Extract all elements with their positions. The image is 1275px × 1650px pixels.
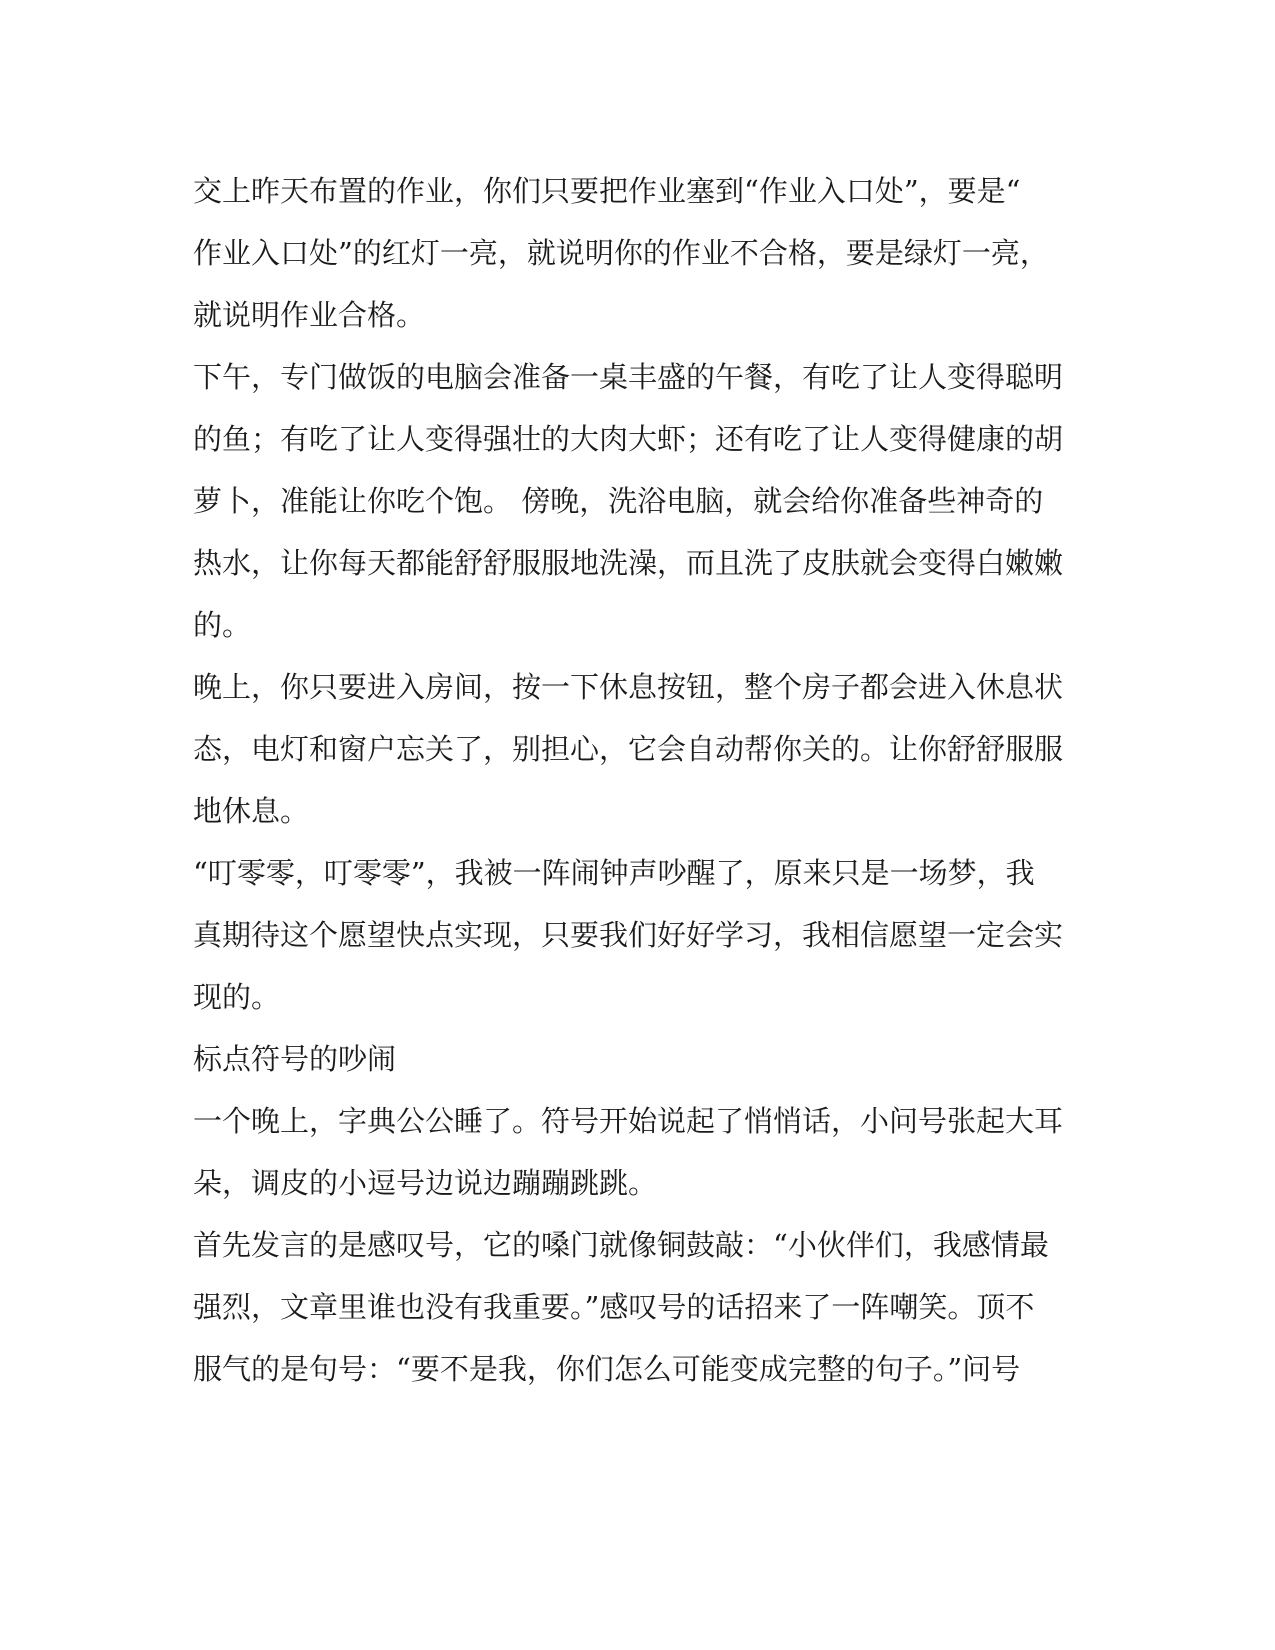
text-line: 首先发言的是感叹号，它的嗓门就像铜鼓敲：“小伙伴们，我感情最 (193, 1228, 1049, 1262)
text-line: 朵，调皮的小逗号边说边蹦蹦跳跳。 (193, 1166, 658, 1200)
text-line: 态，电灯和窗户忘关了，别担心，它会自动帮你关的。让你舒舒服服 (193, 732, 1064, 766)
text-line: 交上昨天布置的作业，你们只要把作业塞到“作业入口处”，要是“ (193, 174, 1021, 208)
section-heading: 标点符号的吵闹 (193, 1042, 397, 1076)
text-line: 晚上，你只要进入房间，按一下休息按钮，整个房子都会进入休息状 (193, 670, 1064, 704)
text-line: 一个晚上，字典公公睡了。符号开始说起了悄悄话，小问号张起大耳 (193, 1104, 1064, 1138)
text-line: 服气的是句号：“要不是我，你们怎么可能变成完整的句子。”问号 (193, 1352, 1021, 1386)
text-line: 作业入口处”的红灯一亮，就说明你的作业不合格，要是绿灯一亮， (193, 236, 1049, 270)
text-line: “叮零零，叮零零”，我被一阵闹钟声吵醒了，原来只是一场梦，我 (193, 856, 1035, 890)
text-line: 的鱼；有吃了让人变得强壮的大肉大虾；还有吃了让人变得健康的胡 (193, 422, 1064, 456)
text-line: 萝卜，准能让你吃个饱。 傍晚，洗浴电脑，就会给你准备些神奇的 (193, 484, 1044, 518)
text-line: 现的。 (193, 980, 281, 1014)
text-line: 真期待这个愿望快点实现，只要我们好好学习，我相信愿望一定会实 (193, 918, 1064, 952)
text-line: 地休息。 (193, 794, 310, 828)
text-line: 的。 (193, 608, 252, 642)
text-line: 强烈，文章里谁也没有我重要。”感叹号的话招来了一阵嘲笑。顶不 (193, 1290, 1035, 1324)
text-line: 下午，专门做饭的电脑会准备一桌丰盛的午餐，有吃了让人变得聪明 (193, 360, 1064, 394)
document-body (193, 160, 1073, 1400)
text-line: 就说明作业合格。 (193, 298, 426, 332)
text-line: 热水，让你每天都能舒舒服服地洗澡，而且洗了皮肤就会变得白嫩嫩 (193, 546, 1064, 580)
